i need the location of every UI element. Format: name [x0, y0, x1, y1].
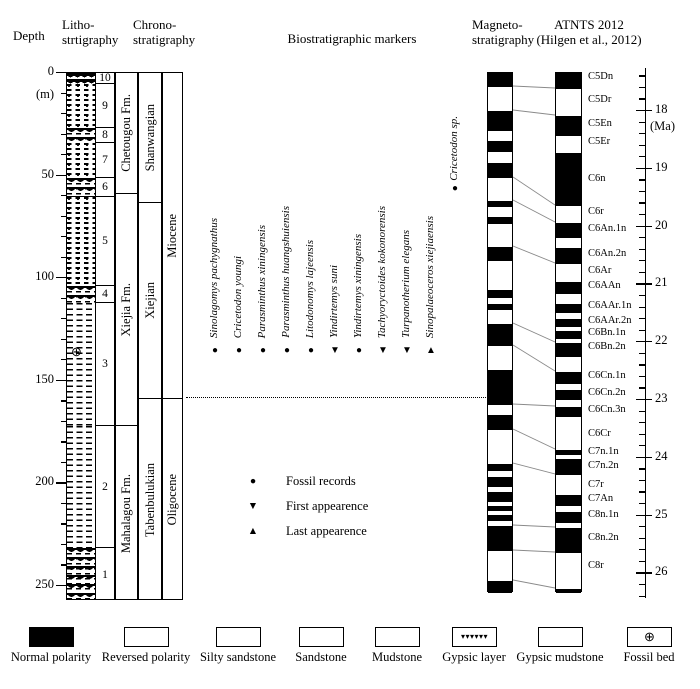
formation-cell — [116, 426, 137, 601]
bio-legend-label: First appearence — [286, 499, 369, 513]
stage-column — [138, 72, 162, 600]
litho-unit-number: 10 — [96, 73, 114, 84]
legend-swatch-silty — [216, 627, 261, 647]
legend-swatch-fossil: ⊕ — [627, 627, 672, 647]
stage-cell — [139, 203, 161, 399]
age-tick-major — [636, 572, 645, 573]
species-marker: ● — [355, 345, 363, 356]
litho-unit-number: 7 — [96, 143, 114, 178]
chron-label: C8n.2n — [588, 532, 619, 543]
depth-tick-minor — [61, 257, 66, 258]
atnts-polarity-segment — [556, 73, 581, 89]
litho-unit-pattern — [67, 128, 95, 143]
age-tick-minor — [639, 179, 645, 180]
depth-label: 50 — [41, 166, 54, 181]
age-tick-minor — [639, 387, 645, 388]
age-tick-minor — [639, 122, 645, 123]
chron-label: C6AAr.1n — [588, 300, 632, 311]
age-tick-minor — [639, 445, 645, 446]
litho-unit-pattern — [67, 178, 95, 197]
age-tick-major — [636, 283, 645, 284]
depth-tick-minor — [61, 503, 66, 504]
atnts-polarity-segment — [556, 528, 581, 553]
litho-unit-number: 3 — [96, 303, 114, 426]
legend-label: Silty sandstone — [199, 650, 277, 664]
age-tick-major-stub — [646, 399, 652, 400]
correlation-line — [513, 429, 555, 449]
magneto-polarity-segment — [488, 581, 512, 593]
chron-label: C6Bn.1n — [588, 327, 626, 338]
depth-tick-minor — [61, 298, 66, 299]
age-tick-minor — [639, 75, 645, 76]
atnts-header-line2: (Hilgen et al., 2012) — [536, 32, 642, 47]
magneto-polarity-segment — [488, 324, 512, 346]
formation-cell-label: Chetougou Fm. — [119, 94, 133, 172]
atnts-polarity-segment — [556, 319, 581, 327]
age-tick-minor — [639, 422, 645, 423]
depth-tick-minor — [61, 216, 66, 217]
species-marker: ▼ — [402, 345, 412, 356]
magneto-polarity-segment — [488, 477, 512, 487]
species-label: Parasminthus huangshuiensis — [280, 206, 292, 338]
legend-swatch-sand — [299, 627, 344, 647]
age-label: 24 — [655, 448, 668, 463]
age-tick-minor — [639, 272, 645, 273]
legend-label: Sandstone — [295, 650, 347, 664]
chron-label: C6AAr.2n — [588, 315, 632, 326]
age-tick-minor — [639, 468, 645, 469]
chron-label: C7An — [588, 493, 614, 504]
age-tick-minor — [639, 561, 645, 562]
chron-label: C5En — [588, 118, 612, 129]
correlation-line — [513, 86, 555, 88]
age-tick-major — [636, 168, 645, 169]
magneto-header-line1: Magneto- — [472, 17, 523, 32]
chron-label: C6AAn — [588, 280, 621, 291]
age-tick-major-stub — [646, 226, 652, 227]
age-tick-major — [636, 226, 645, 227]
litho-unit-number: 9 — [96, 84, 114, 128]
species-label: Yindirtemys suni — [328, 265, 340, 338]
legend-swatch-mud — [375, 627, 420, 647]
depth-label: 250 — [35, 577, 54, 591]
atnts-polarity-segment — [556, 223, 581, 238]
correlation-line — [513, 246, 555, 263]
age-tick-minor — [639, 133, 645, 134]
bio-legend-symbol: ▲ — [247, 526, 259, 537]
litho-unit-number: 4 — [96, 286, 114, 303]
depth-tick-major — [56, 175, 66, 176]
legend-label: Normal polarity — [10, 650, 92, 664]
chron-label: C6Cr — [588, 428, 611, 439]
litho-unit-number: 5 — [96, 197, 114, 286]
age-unit-label: (Ma) — [650, 119, 675, 133]
atnts-polarity-segment — [556, 459, 581, 475]
depth-tick-minor — [61, 236, 66, 237]
depth-label: 200 — [35, 474, 54, 489]
formation-cell — [116, 73, 137, 194]
depth-tick-minor — [61, 339, 66, 340]
age-tick-minor — [639, 376, 645, 377]
bio-legend-symbol: ● — [249, 476, 257, 487]
magneto-polarity-segment — [488, 201, 512, 207]
correlation-lines — [513, 0, 555, 689]
age-tick-minor — [639, 249, 645, 250]
bio-legend-label: Last appearence — [286, 524, 367, 538]
age-tick-minor — [639, 549, 645, 550]
age-tick-minor — [639, 491, 645, 492]
epoch-cell — [163, 399, 182, 601]
species-label: Sinopalaeoceros xiejiaensis — [424, 215, 436, 338]
legend-swatch-gyp-row: ▾▾▾▾▾▾ — [452, 627, 497, 647]
age-tick-major-stub — [646, 110, 652, 111]
depth-tick-minor — [61, 421, 66, 422]
litho-pattern-strip — [67, 73, 95, 599]
age-tick-major — [636, 341, 645, 342]
atnts-polarity-segment — [556, 343, 581, 357]
atnts-polarity-segment — [556, 282, 581, 294]
depth-tick-major — [56, 482, 66, 483]
depth-tick-major — [56, 380, 66, 381]
age-tick-minor — [639, 214, 645, 215]
magneto-polarity-segment — [488, 464, 512, 471]
species-label: Turpanotherium elegans — [400, 230, 412, 338]
age-label: 18 — [655, 102, 668, 116]
age-label: 26 — [655, 564, 668, 579]
litho-unit-pattern — [67, 286, 95, 303]
epoch-cell-label: Miocene — [165, 213, 179, 258]
bio-legend-symbol: ▼ — [247, 501, 259, 512]
correlation-line — [513, 463, 555, 474]
magneto-polarity-segment — [488, 247, 512, 261]
stage-cell-label: Tabenbulukian — [142, 462, 157, 538]
age-tick-minor — [639, 191, 645, 192]
chron-label: C8n.1n — [588, 509, 619, 520]
magneto-polarity-segment — [488, 111, 512, 131]
magneto-polarity-segment — [488, 515, 512, 521]
depth-tick-minor — [61, 134, 66, 135]
age-tick-major-stub — [646, 283, 652, 284]
bio-legend-label: Fossil records — [286, 474, 356, 488]
legend-label: Gypsic layer — [442, 650, 506, 664]
stage-cell-label: Xiejian — [142, 282, 157, 319]
age-tick-minor — [639, 596, 645, 597]
bio-header: Biostratigraphic markers — [287, 31, 417, 46]
atnts-polarity-segment — [556, 153, 581, 206]
depth-tick-minor — [61, 93, 66, 94]
age-tick-minor — [639, 364, 645, 365]
depth-label: 100 — [35, 269, 54, 284]
chrono-header-line2: stratigraphy — [133, 32, 196, 47]
age-label: 23 — [655, 391, 668, 405]
age-tick-major-stub — [646, 341, 652, 342]
formation-column — [115, 72, 138, 600]
age-tick-major-stub — [646, 457, 652, 458]
age-tick-minor — [639, 260, 645, 261]
litho-unit-number: 1 — [102, 568, 108, 581]
age-tick-minor — [639, 434, 645, 435]
depth-tick-minor — [61, 462, 66, 463]
correlation-line — [513, 323, 555, 342]
chron-label: C6Cn.1n — [588, 370, 626, 381]
age-label: 20 — [655, 217, 668, 232]
litho-header — [62, 17, 118, 47]
species-marker: ● — [211, 345, 219, 356]
atnts-header-line1: ATNTS 2012 — [554, 17, 624, 32]
age-tick-major-stub — [646, 515, 652, 516]
age-axis-line — [645, 68, 646, 598]
depth-unit-label: (m) — [35, 87, 54, 101]
age-tick-major — [636, 110, 645, 111]
depth-tick-minor — [61, 195, 66, 196]
species-label: Tachyoryctoides kokonorensis — [376, 205, 388, 338]
legend-swatch-normal — [29, 627, 74, 647]
depth-tick-minor — [61, 359, 66, 360]
chron-label: C7r — [588, 479, 604, 490]
atnts-polarity-segment — [556, 248, 581, 264]
litho-unit-pattern — [67, 426, 95, 548]
chron-label: C5Dn — [588, 71, 614, 82]
age-tick-minor — [639, 145, 645, 146]
magneto-polarity-segment — [488, 526, 512, 551]
depth-tick-minor — [61, 523, 66, 524]
chron-label: C6Bn.2n — [588, 341, 626, 352]
epoch-cell-label: Oligocene — [165, 474, 179, 526]
correlation-line — [513, 550, 555, 552]
depth-label: 0 — [47, 64, 54, 78]
formation-cell-label: Xiejia Fm. — [119, 282, 133, 337]
age-tick-minor — [639, 318, 645, 319]
litho-unit-pattern — [67, 303, 95, 426]
species-marker: ● — [307, 345, 315, 356]
litho-unit-number: 8 — [96, 128, 114, 143]
legend-swatch-gypmud — [538, 627, 583, 647]
litho-unit-number-column — [95, 73, 114, 599]
magneto-polarity-segment — [488, 506, 512, 511]
age-tick-major — [636, 399, 645, 400]
magneto-polarity-segment — [488, 141, 512, 152]
species-marker: ▼ — [378, 345, 388, 356]
magneto-polarity-segment — [488, 163, 512, 178]
species-label-cricetodon-sp: Cricetodon sp. — [448, 116, 460, 181]
magneto-header-line2: stratigraphy — [472, 32, 535, 47]
age-tick-minor — [639, 87, 645, 88]
depth-tick-minor — [61, 564, 66, 565]
litho-header-line2: strtigraphy — [62, 32, 119, 47]
age-tick-minor — [639, 98, 645, 99]
stage-cell — [139, 399, 161, 601]
age-tick-major — [636, 457, 645, 458]
stage-cell-label: Shanwangian — [142, 103, 157, 172]
depth-tick-minor — [61, 441, 66, 442]
age-tick-minor — [639, 526, 645, 527]
stage-cell — [139, 73, 161, 203]
age-tick-minor — [639, 295, 645, 296]
age-tick-minor — [639, 330, 645, 331]
legend-swatch-reversed — [124, 627, 169, 647]
chrono-header-line1: Chrono- — [133, 17, 177, 32]
chron-label: C6n — [588, 173, 606, 184]
oligocene-miocene-dotted-line — [186, 397, 486, 398]
species-label: Parasminthus xiningensis — [256, 224, 268, 338]
atnts-column — [555, 72, 582, 592]
atnts-polarity-segment — [556, 450, 581, 455]
species-label: Cricetodon youngi — [232, 255, 244, 338]
legend-label: Fossil bed — [623, 650, 675, 664]
litho-header-line1: Litho- — [62, 17, 95, 32]
species-label: Litodonomys lajeensis — [304, 239, 316, 338]
correlation-line — [513, 200, 555, 222]
depth-tick-minor — [61, 113, 66, 114]
chron-label: C6r — [588, 206, 604, 217]
litho-unit-pattern — [67, 197, 95, 286]
correlation-line — [513, 177, 555, 205]
litho-unit-number: 6 — [96, 178, 114, 197]
litho-unit-pattern — [67, 84, 95, 128]
depth-tick-major — [56, 585, 66, 586]
depth-tick-minor — [61, 400, 66, 401]
age-tick-major-stub — [646, 572, 652, 573]
chron-label: C6Ar — [588, 265, 612, 276]
age-label: 19 — [655, 159, 668, 174]
age-tick-minor — [639, 538, 645, 539]
depth-tick-minor — [61, 154, 66, 155]
atnts-polarity-segment — [556, 512, 581, 523]
depth-label: 150 — [35, 371, 54, 386]
chron-label: C6An.1n — [588, 223, 627, 234]
depth-header: Depth — [13, 28, 45, 43]
epoch-cell — [163, 73, 182, 399]
age-label: 25 — [655, 506, 668, 521]
depth-tick-major — [56, 72, 66, 73]
age-tick-minor — [639, 584, 645, 585]
fossil-bed-icon: ⊕ — [71, 344, 82, 359]
age-label: 22 — [655, 333, 668, 348]
chron-label: C5Er — [588, 136, 611, 147]
depth-tick-major — [56, 277, 66, 278]
litho-column — [66, 72, 115, 600]
age-tick-minor — [639, 503, 645, 504]
chron-label: C6Cn.2n — [588, 387, 626, 398]
species-marker: ● — [235, 345, 243, 356]
magneto-polarity-segment — [488, 415, 512, 430]
atnts-polarity-segment — [556, 304, 581, 313]
species-marker: ● — [283, 345, 291, 356]
age-label: 21 — [655, 275, 668, 290]
litho-unit-pattern — [67, 73, 95, 84]
legend-label: Mudstone — [372, 650, 422, 664]
chron-label: C5Dr — [588, 94, 612, 105]
atnts-polarity-segment — [556, 116, 581, 136]
chron-label: C7n.1n — [588, 446, 619, 457]
litho-unit-pattern — [67, 143, 95, 178]
chron-label: C6An.2n — [588, 248, 627, 259]
epoch-column — [162, 72, 183, 600]
formation-cell-label: Mahalagou Fm. — [119, 473, 133, 554]
magneto-polarity-segment — [488, 217, 512, 224]
depth-tick-minor — [61, 544, 66, 545]
legend-label: Gypsic mudstone — [516, 650, 604, 664]
chron-label: C8r — [588, 560, 604, 571]
chron-label: C7n.2n — [588, 460, 619, 471]
magneto-polarity-segment — [488, 304, 512, 310]
chrono-header — [133, 17, 195, 47]
age-tick-minor — [639, 156, 645, 157]
litho-unit-number: 2 — [96, 426, 114, 548]
chron-label: C6Cn.3n — [588, 404, 626, 415]
magneto-column — [487, 72, 513, 592]
litho-unit-pattern — [67, 548, 95, 599]
species-marker-cricetodon-sp: ● — [451, 183, 459, 194]
species-label: Sinolagomys pachygnathus — [208, 217, 220, 338]
correlation-line — [513, 404, 555, 406]
correlation-line — [513, 525, 555, 527]
atnts-polarity-segment — [556, 495, 581, 506]
atnts-polarity-segment — [556, 372, 581, 384]
age-tick-minor — [639, 202, 645, 203]
magneto-polarity-segment — [488, 73, 512, 87]
atnts-polarity-segment — [556, 589, 581, 593]
magneto-polarity-segment — [488, 492, 512, 502]
age-tick-major — [636, 515, 645, 516]
age-tick-major-stub — [646, 168, 652, 169]
age-tick-minor — [639, 411, 645, 412]
age-tick-minor — [639, 480, 645, 481]
magneto-polarity-segment — [488, 290, 512, 298]
atnts-polarity-segment — [556, 390, 581, 400]
species-marker: ▼ — [330, 345, 340, 356]
age-tick-minor — [639, 237, 645, 238]
atnts-polarity-segment — [556, 331, 581, 339]
age-tick-minor — [639, 353, 645, 354]
atnts-polarity-segment — [556, 407, 581, 417]
formation-cell — [116, 194, 137, 426]
correlation-line — [513, 110, 555, 115]
legend-label: Reversed polarity — [101, 650, 191, 664]
species-marker: ● — [259, 345, 267, 356]
magneto-polarity-segment — [488, 370, 512, 405]
depth-tick-minor — [61, 318, 66, 319]
age-tick-minor — [639, 307, 645, 308]
correlation-line — [513, 345, 555, 371]
species-marker: ▲ — [426, 345, 436, 356]
correlation-line — [513, 580, 555, 588]
species-label: Yindirtemys xiningensis — [352, 234, 364, 338]
